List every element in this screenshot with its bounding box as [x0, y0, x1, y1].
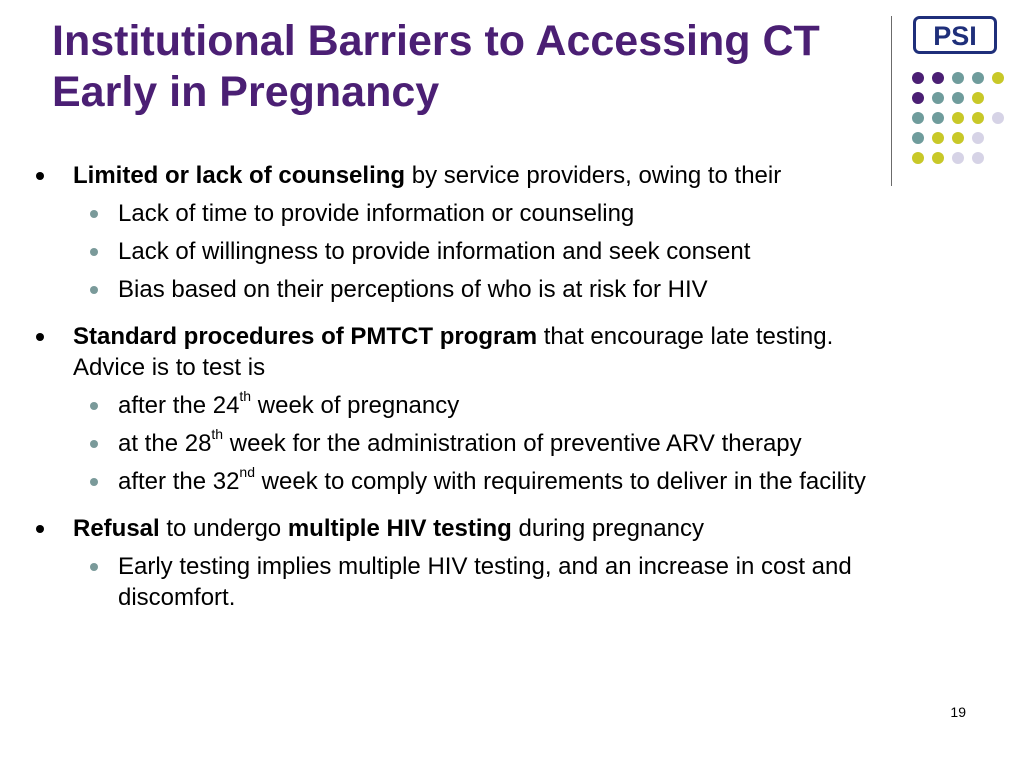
- sub-bullet-text: Lack of time to provide information or counseling: [118, 200, 635, 227]
- ordinal-suffix: th: [211, 426, 224, 442]
- sub-bullet-dot: [90, 402, 98, 410]
- sub-bullet-dot: [90, 210, 98, 218]
- bullet-bold-text: Limited or lack of counseling: [73, 162, 406, 189]
- bullet-text: to undergo: [159, 515, 288, 542]
- bullet-dot: [36, 172, 44, 180]
- slide-body: [36, 160, 886, 613]
- sub-bullet-text: Early testing implies multiple HIV testing, and an increase in cost and discomfort.: [118, 553, 852, 611]
- sub-bullet-dot: [90, 478, 98, 486]
- bullet-text: by service providers, owing to their: [405, 162, 782, 189]
- bullet-refusal: [36, 513, 886, 613]
- sub-bullet-text: week to comply with requirements to deliver in the facility: [255, 468, 866, 495]
- bullet-dot: [36, 333, 44, 341]
- logo-text: PSI: [933, 21, 977, 51]
- sub-bullet-item: [73, 274, 886, 305]
- sub-bullet-text: after the 32: [118, 468, 240, 495]
- bullet-bold-text: Refusal: [73, 515, 160, 542]
- psi-logo: [913, 16, 997, 54]
- sub-bullet-dot: [90, 286, 98, 294]
- bullet-bold-text: multiple HIV testing: [287, 515, 512, 542]
- bullet-counseling: [36, 160, 886, 305]
- bullet-text: during pregnancy: [511, 515, 704, 542]
- sub-bullet-dot: [90, 248, 98, 256]
- sub-bullet-list: [73, 551, 886, 613]
- ordinal-suffix: th: [239, 388, 252, 404]
- sub-bullet-item: [73, 466, 886, 497]
- vertical-divider: [891, 16, 892, 186]
- sub-bullet-dot: [90, 440, 98, 448]
- sub-bullet-item: [73, 198, 886, 229]
- bullet-dot: [36, 525, 44, 533]
- bullet-bold-text: Standard procedures of PMTCT program: [73, 323, 538, 350]
- sub-bullet-list: [73, 390, 886, 497]
- bullet-text: that encourage late testing. Advice is to test is: [73, 323, 834, 381]
- sub-bullet-text: week of pregnancy: [251, 392, 460, 419]
- sub-bullet-text: at the 28: [118, 430, 212, 457]
- sub-bullet-text: Bias based on their perceptions of who is at risk for HIV: [118, 276, 708, 303]
- sub-bullet-item: [73, 551, 886, 613]
- bullet-standard-procedures: [36, 321, 886, 497]
- sub-bullet-text: week for the administration of preventive ARV therapy: [223, 430, 802, 457]
- sub-bullet-item: [73, 236, 886, 267]
- sub-bullet-item: [73, 390, 886, 421]
- sub-bullet-item: [73, 428, 886, 459]
- page-number: 19: [950, 704, 966, 720]
- sub-bullet-list: [73, 198, 886, 305]
- sub-bullet-dot: [90, 563, 98, 571]
- sub-bullet-text: Lack of willingness to provide information and seek consent: [118, 238, 751, 265]
- slide-title: Institutional Barriers to Accessing CT Early in Pregnancy: [52, 17, 820, 116]
- ordinal-suffix: nd: [239, 464, 255, 480]
- sub-bullet-text: after the 24: [118, 392, 240, 419]
- decorative-dot-grid: [908, 68, 1008, 168]
